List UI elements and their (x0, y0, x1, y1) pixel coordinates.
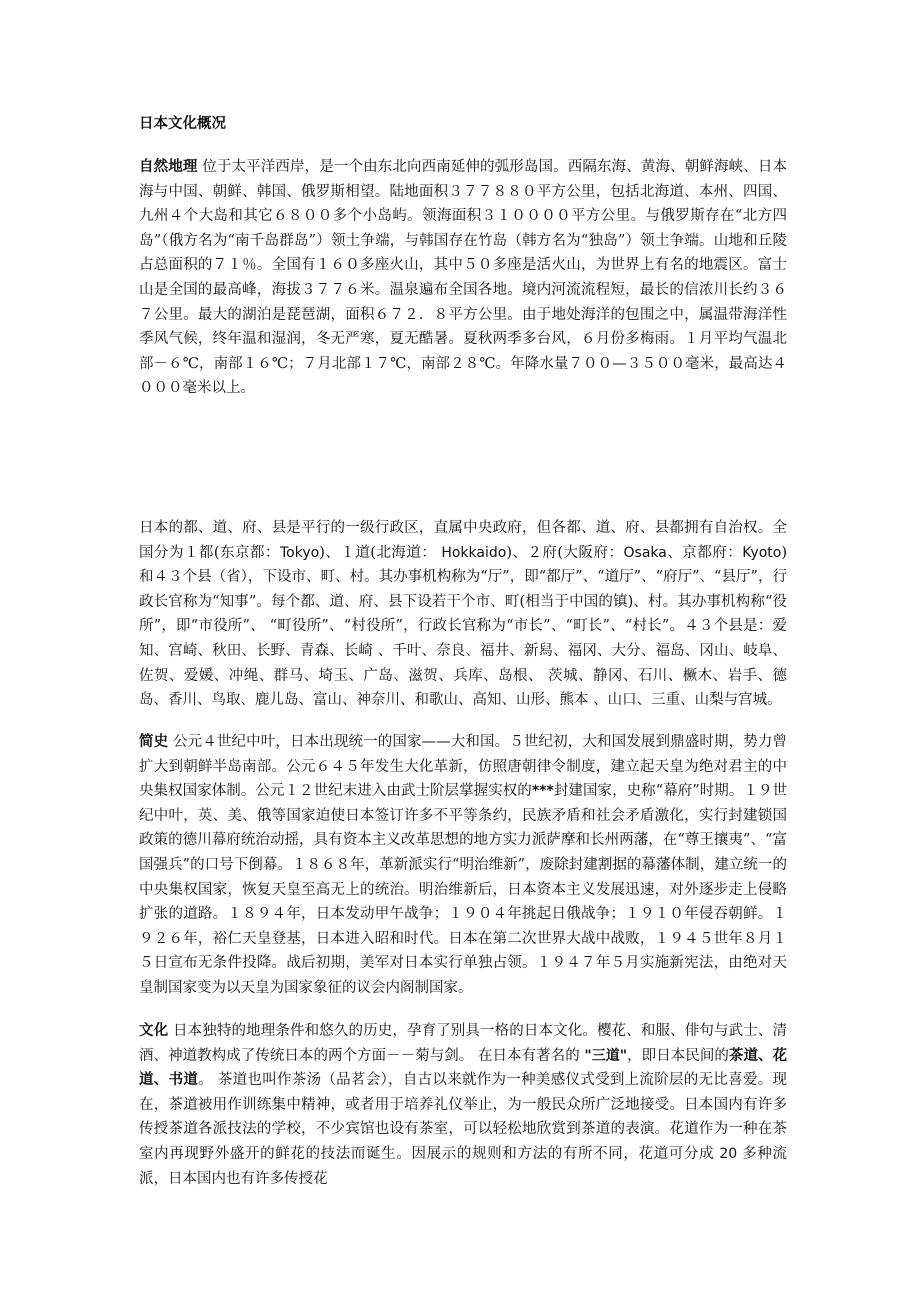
history-heading: 简史 (139, 733, 169, 750)
admin-text-2: )、１道(北海道： (319, 544, 437, 561)
admin-osaka: Osaka (623, 544, 667, 561)
admin-text-3: )、２府(大阪府： (506, 544, 624, 561)
culture-sandao: "三道" (584, 1047, 628, 1064)
culture-number-20: 20 (714, 1145, 743, 1162)
admin-tokyo: Tokyo (280, 544, 320, 561)
admin-text-5: ) 和４３个县（省），下设市、町、村。其办事机构称为“厅”，即“都厅”、“道厅”、“府厅”、“县厅”，行政长官称为“知事”。每个都、道、府、县下设若干个市、町(相当于中国的镇)、村。其办事机构称“役所”，即“市役所”、 “町役所”、“村役所”，行政长官称为“市长”、“町长”、“村长”。４３个县是：爱知、宫崎、秋田、长野、青森、长崎 、千叶、奈良、福井、新舄、福冈、大分、福岛、冈山、岐阜、佐贺、爱媛、冲绳、群马、埼玉、广岛、滋贺、兵库、岛根、 茨城、静冈、石川、橛木、岩手、德岛、香川、鸟取、鹿儿岛、富山、神奈川、和歌山、高知、山形、熊本 、山口、三重、山梨与宫城。 (139, 544, 787, 709)
history-stars: *** (531, 783, 554, 800)
history-text-2: 封建国家，史称“幕府”时期。１９世纪中叶，英、美、俄等国家迫使日本签订许多不平等条约，民族矛盾和社会矛盾激化，实行封建锁国政策的德川幕府统治动摇，具有资本主义改革思想的地方实力派萨摩和长州两藩，在“尊王攘夷”、“富国强兵”的口号下倒幕。１８６８年，革新派实行“明治维新”，废除封建割据的幕藩体制，建立统一的中央集权国家，恢复天皇至高无上的统治。明治维新后，日本资本主义发展迅速，对外逐步走上侵略扩张的道路。１８９４年，日本发动甲午战争；１９０４年挑起日俄战争；１９１０年侵吞朝鲜。１９２６年，裕仁天皇登基，日本进入昭和时代。日本在第二次世界大战中战败，１９４５世年８月１５日宣布无条件投降。战后初期，美军对日本实行单独占领。１９４７年５月实施新宪法，由绝对天皇制国家变为以天皇为国家象征的议会内阁制国家。 (139, 783, 788, 996)
culture-text-4: 多种流派，日本国内也有许多传授花 (139, 1145, 788, 1187)
culture-text-2: ，即日本民间的 (627, 1047, 729, 1064)
admin-kyoto: Kyoto (742, 544, 782, 561)
culture-tea-ceremony: 茶道 (728, 1046, 758, 1064)
geography-text: 位于太平洋西岸，是一个由东北向西南延伸的弧形岛国。西隔东海、黄海、朝鲜海峡、日本海与中国、朝鲜、韩国、俄罗斯相望。陆地面积３７７８８０平方公里，包括北海道、本州、四国、九州４个大岛和其它６８００多个小岛屿。领海面积３１００００平方公里。与俄罗斯存在“北方四岛”（俄方名为“南千岛群岛”）领土争端，与韩国存在竹岛（韩方名为“独岛”）领土争端。山地和丘陵占总面积的７１％。全国有１６０多座火山，其中５０多座是活火山，为世界上有名的地震区。富士山是全国的最高峰，海拔３７７６米。温泉遍布全国各地。境内河流流程短，最长的信浓川长约３６７公里。最大的湖泊是琵琶湖，面积６７２．８平方公里。由于地处海洋的包围之中，属温带海洋性季风气候，终年温和湿润，冬无严寒，夏无酷暑。夏秋两季多台风，６月份多梅雨。１月平均气温北部－６℃，南部１６℃；７月北部１７℃，南部２８℃。年降水量７００—３５００毫米，最高达４０００毫米以上。 (139, 159, 788, 397)
section-culture (139, 1019, 787, 1191)
section-administration (139, 516, 787, 713)
document-title: 日本文化概况 (139, 115, 226, 132)
culture-separator-1: 、 (757, 1046, 773, 1064)
admin-hokkaido: Hokkaido (436, 544, 507, 561)
section-history (139, 730, 787, 1001)
culture-calligraphy: 书道 (168, 1071, 199, 1089)
culture-text-1: 日本独特的地理条件和悠久的历史，孕育了别具一格的日本文化。樱花、和服、俳句与武士、清酒、神道教构成了传统日本的两个方面－－菊与剑。 在日本有著名的 (139, 1023, 788, 1064)
culture-heading: 文化 (139, 1022, 169, 1039)
culture-text-3: 。 茶道也叫作茶汤（品茗会），自古以来就作为一种美感仪式受到上流阶层的无比喜爱。现在，茶道被用作训练集中精神，或者用于培养礼仪举止，为一般民众所广泛地接受。日本国内有许多传授茶道各派技法的学校，不少宾馆也设有茶室，可以轻松地欣赏到茶道的表演。花道作为一种在茶室内再现野外盛开的鲜花的技法而诞生。因展示的规则和方法的有所不同，花道可分成 (139, 1072, 788, 1162)
admin-text-4: 、京都府： (666, 544, 743, 561)
section-geography (139, 155, 787, 401)
culture-separator-2: 、 (153, 1071, 169, 1089)
culture-flower-arranging: 花道 (139, 1046, 788, 1089)
history-text-1: 公元４世纪中叶，日本出现统一的国家——大和国。５世纪初，大和国发展到鼎盛时期，势力曾扩大到朝鲜半岛南部。公元６４５年发生大化革新，仿照唐朝律令制度，建立起天皇为绝对君主的中央集权国家体制。公元１２世纪末进入由武士阶层掌握实权的 (139, 734, 788, 800)
geography-heading: 自然地理 (139, 158, 198, 175)
admin-text-1: 日本的都、道、府、县是平行的一级行政区，直属中央政府，但各都、道、府、县都拥有自治权。全国分为１都(东京都： (139, 520, 787, 561)
